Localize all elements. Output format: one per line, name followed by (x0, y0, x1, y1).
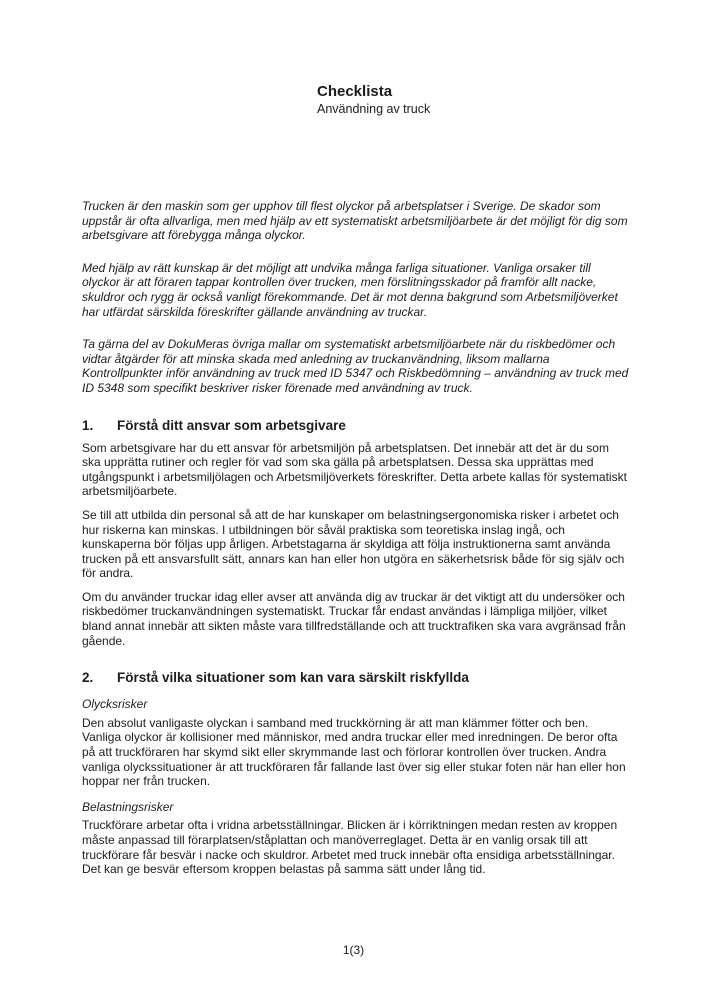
subsection-paragraph: Den absolut vanligaste olyckan i samband med truckkörning är att man klämmer fötter och ben. Vanliga olyckor är kollisioner med människor, med andra truckar eller med inredningen. De beror ofta på att truckföraren har skymd sikt eller skrymmande last och förlorar kontrollen över trucken. Andra vanliga olyckssituationer är att truckföraren får fallande last över sig eller stukar foten när han eller hon hoppar ner från trucken. (82, 715, 626, 789)
document-body (82, 199, 630, 886)
section-1-paragraph: Om du använder truckar idag eller avser att använda dig av truckar är det viktigt att du undersöker och riskbedömer truckanvändningen systematiskt. Truckar får endast användas i lämpliga miljöer, vilket bland annat innebär att sikten måste vara tillfredställande och att trucktrafiken ska vara avgränsad från gående. (82, 589, 626, 648)
subsection-paragraph: Truckförare arbetar ofta i vridna arbetsställningar. Blicken är i körriktningen medan resten av kroppen måste anpassad till förarplatsen/ståplattan och manöverreglaget. Detta är en vanlig orsak till att truckförare får besvär i nacke och skuldror. Arbetet med truck innebär ofta ensidiga arbetsställningar. Det kan ge besvär eftersom kroppen belastas på samma sätt under lång tid. (82, 818, 618, 877)
subsection-heading-belastningsrisker: Belastningsrisker (82, 799, 174, 814)
section-2-heading (82, 670, 630, 686)
section-2-title: Förstå vilka situationer som kan vara särskilt riskfyllda (117, 670, 469, 686)
intro-paragraph: Ta gärna del av DokuMeras övriga mallar om systematiskt arbetsmiljöarbete när du riskbedömer och vidtar åtgärder för att minska skada med anledning av truckanvändning, liksom mallarna Kontrollpunkter inför användning av truck med ID 5347 och Riskbedömning – användning av truck med ID 5348 som specifikt beskriver risker förenade med användning av truck. (82, 337, 629, 395)
section-2-number: 2. (82, 670, 94, 686)
document-header (317, 83, 430, 117)
section-1-number: 1. (82, 417, 94, 433)
intro-paragraph: Trucken är den maskin som ger upphov till flest olyckor på arbetsplatser i Sverige. De skador som uppstår är ofta allvarliga, men med hjälp av ett systematiskt arbetsmiljöarbete är det möjligt för dig som arbetsgivare att förebygga många olyckor. (82, 199, 628, 243)
subsection-heading-olycksrisker: Olycksrisker (82, 697, 148, 712)
document-title: Checklista (317, 83, 393, 100)
section-1-paragraph: Som arbetsgivare har du ett ansvar för arbetsmiljön på arbetsplatsen. Det innebär att det är du som ska upprätta rutiner och regler för vad som ska gälla på arbetsplatsen. Dessa ska upprättas med utgångspunkt i arbetsmiljölagen och Arbetsmiljöverkets föreskrifter. Detta arbete kallas för systematiskt arbetsmiljöarbete. (82, 440, 627, 499)
section-1-paragraph: Se till att utbilda din personal så att de har kunskaper om belastningsergonomiska risker i arbetet och hur riskerna kan minskas. I utbildningen bör såväl praktiska som teoretiska inslag ingå, och kunskaperna bör följas upp årligen. Arbetstagarna är skyldiga att följa instruktionerna samt använda trucken på ett ansvarsfullt sätt, annars kan han eller hon utgöra en säkerhetsrisk både för sig själv och för andra. (82, 507, 625, 581)
document-subtitle: Användning av truck (317, 102, 431, 116)
section-1-title: Förstå ditt ansvar som arbetsgivare (117, 417, 346, 433)
page-number: 1(3) (342, 943, 365, 957)
section-1-heading (82, 418, 630, 434)
intro-paragraph: Med hjälp av rätt kunskap är det möjligt att undvika många farliga situationer. Vanliga orsaker till olyckor är att föraren tappar kontrollen över trucken, men förslitningsskador på framför allt nacke, skuldror och rygg är också vanligt förekommande. Det är mot denna bakgrund som Arbetsmiljöverket har utfärdat särskilda föreskrifter gällande användning av truckar. (82, 260, 618, 319)
